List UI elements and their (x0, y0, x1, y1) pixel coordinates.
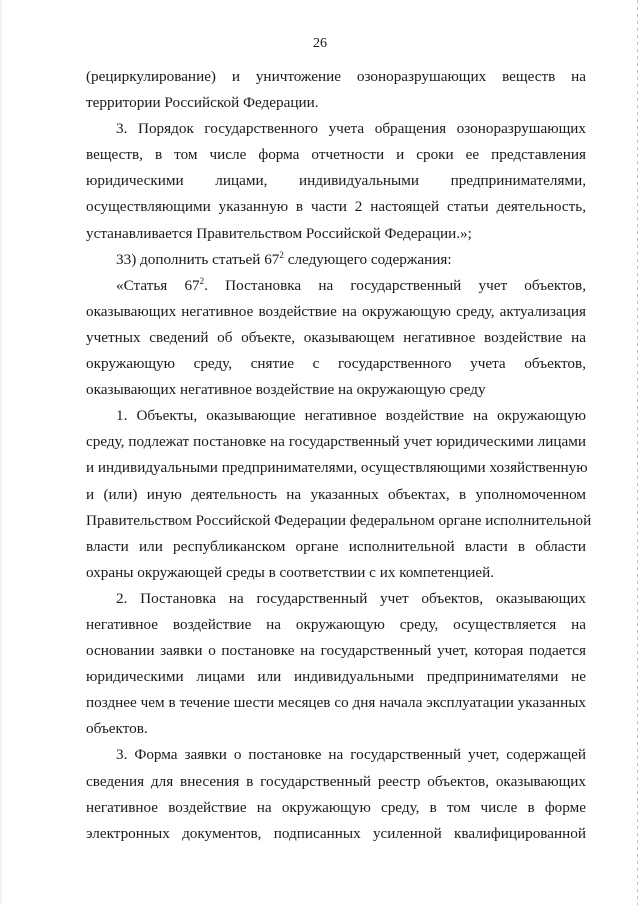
text-line: электронных документов, подписанных усиленной квалифицированной (86, 824, 586, 842)
text-line: Правительством Российской Федерации федеральном органе исполнительной (86, 511, 592, 529)
text-line: 1. Объекты, оказывающие негативное воздействие на окружающую (116, 407, 586, 425)
text-line: и индивидуальными предпринимателями, осуществляющими хозяйственную (86, 459, 588, 477)
text-line: 3. Форма заявки о постановке на государственный учет, содержащей (116, 746, 586, 764)
text-line: юридическими лицами, индивидуальными предпринимателями, (86, 172, 586, 190)
text-line: объектов. (86, 720, 148, 738)
text-line: учетных сведений об объекте, оказывающем негативное воздействие на (86, 328, 586, 346)
text-line: веществ, в том числе форма отчетности и сроки ее представления (86, 146, 586, 164)
superscript: 2 (199, 275, 205, 286)
scan-edge-left (0, 0, 2, 905)
text-line: юридическими лицами или индивидуальными предпринимателями не (86, 668, 586, 686)
text-line: окружающую среду, снятие с государственного учета объектов, (86, 355, 586, 373)
text-fragment: следующего содержания: (283, 250, 452, 268)
paragraph-item-33 (86, 247, 586, 273)
text-fragment: «Статья 67 (116, 276, 200, 294)
text-line: негативное воздействие на окружающую среду, осуществляется на (86, 615, 586, 633)
paragraph-article-item-3 (86, 742, 586, 846)
text-fragment: 33) дополнить статьей 67 (116, 250, 280, 268)
text-line: территории Российской Федерации. (86, 94, 319, 112)
text-line (86, 247, 586, 273)
text-line (86, 273, 586, 299)
text-line: 2. Постановка на государственный учет объектов, оказывающих (116, 589, 586, 607)
paragraph-article-item-1 (86, 403, 592, 586)
paragraph-article-item-2 (86, 586, 586, 743)
text-line: 3. Порядок государственного учета обращения озоноразрушающих (116, 120, 586, 138)
text-line: оказывающих негативное воздействие на окружающую среду, актуализация (86, 302, 586, 320)
text-line: охраны окружающей среды в соответствии с их компетенцией. (86, 563, 495, 581)
text-line: основании заявки о постановке на государственный учет, которая подается (86, 642, 586, 660)
text-line: сведения для внесения в государственный реестр объектов, оказывающих (86, 772, 586, 790)
article-heading (86, 273, 586, 403)
text-line: оказывающих негативное воздействие на окружающую среду (86, 381, 486, 399)
text-line: позднее чем в течение шести месяцев со дня начала эксплуатации указанных (86, 694, 586, 712)
text-line: (рециркулирование) и уничтожение озоноразрушающих веществ на (86, 68, 586, 85)
scan-edge-right (637, 0, 638, 905)
text-line: устанавливается Правительством Российской Федерации.»; (86, 224, 472, 242)
superscript: 2 (279, 249, 284, 260)
text-line: осуществляющими указанную в части 2 настоящей статьи деятельность, (86, 198, 586, 216)
text-line: власти или республиканском органе исполнительной власти в области (86, 537, 586, 555)
paragraph-continuation (86, 64, 586, 116)
text-line: негативное воздействие на окружающую среду, в том числе в форме (86, 798, 586, 816)
document-body (86, 64, 592, 847)
paragraph-item-3-accounting (86, 116, 586, 246)
page-number: 26 (313, 36, 327, 51)
text-line: среду, подлежат постановке на государственный учет юридическими лицами (86, 433, 586, 451)
text-fragment: . Постановка на государственный учет объектов, (204, 276, 586, 294)
text-line: и (или) иную деятельность на указанных объектах, в уполномоченном (86, 485, 586, 503)
